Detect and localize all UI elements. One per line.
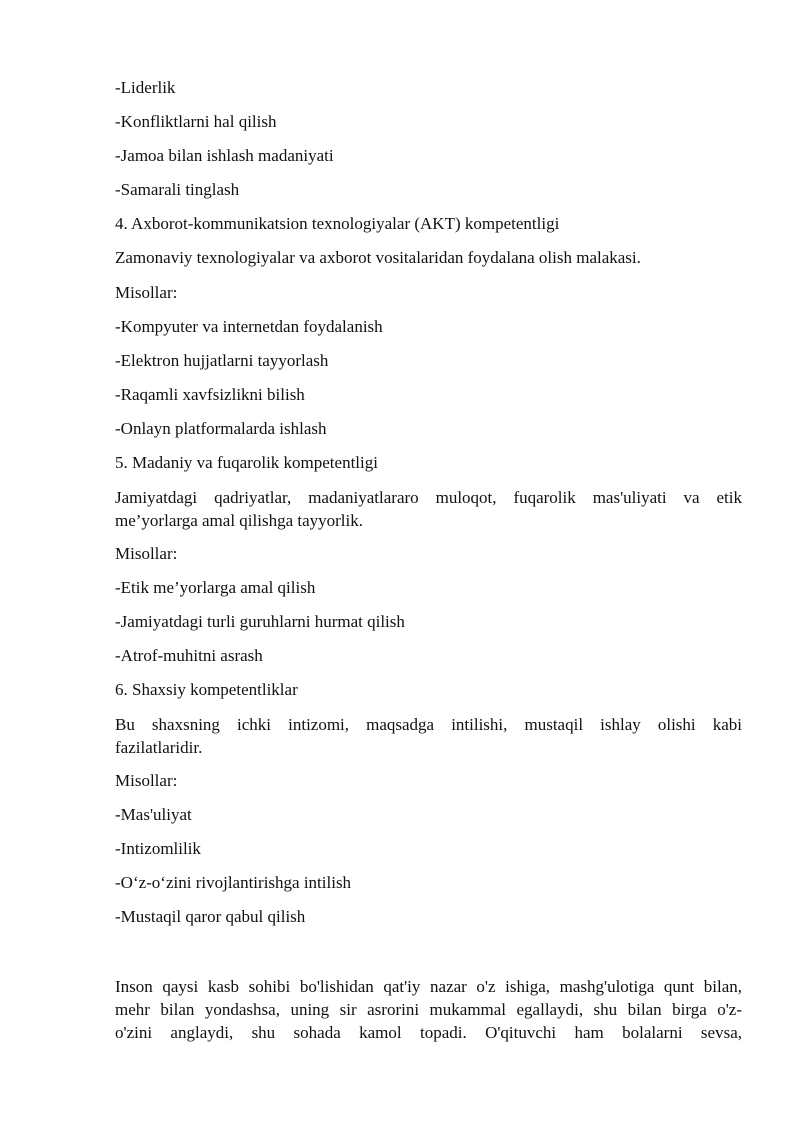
paragraph-line: fazilatlaridir. xyxy=(115,738,203,757)
paragraph-line: o'zini anglaydi, shu sohada kamol topadi. O'qituvchi ham bolalarni sevsa, xyxy=(115,1023,742,1042)
examples-label: Misollar: xyxy=(115,771,178,790)
paragraph-line: mehr bilan yondashsa, uning sir asrorini mukammal egallaydi, shu bilan birga o'z- xyxy=(115,1000,742,1019)
section-heading: 4. Axborot-kommunikatsion texnologiyalar (AKT) kompetentligi xyxy=(115,214,560,233)
section-description xyxy=(115,713,742,759)
paragraph-line: Bu shaxsning ichki intizomi, maqsadga intilishi, mustaqil ishlay olishi kabi xyxy=(115,715,742,734)
list-item: -Elektron hujjatlarni tayyorlash xyxy=(115,351,329,370)
examples-label: Misollar: xyxy=(115,544,178,563)
paragraph-line: Inson qaysi kasb sohibi bo'lishidan qat'iy nazar o'z ishiga, mashg'ulotiga qunt bilan, xyxy=(115,977,742,996)
list-item: -Raqamli xavfsizlikni bilish xyxy=(115,385,305,404)
list-item: -Konfliktlarni hal qilish xyxy=(115,112,277,131)
list-item: -Liderlik xyxy=(115,78,176,97)
examples-label: Misollar: xyxy=(115,283,178,302)
list-item: -Samarali tinglash xyxy=(115,180,240,199)
list-item: -Intizomlilik xyxy=(115,839,201,858)
section-heading: 6. Shaxsiy kompetentliklar xyxy=(115,680,298,699)
list-item: -Etik me’yorlarga amal qilish xyxy=(115,578,316,597)
body-paragraph xyxy=(115,975,742,1044)
section-description xyxy=(115,486,742,532)
paragraph-line: Jamiyatdagi qadriyatlar, madaniyatlararo muloqot, fuqarolik mas'uliyati va etik xyxy=(115,488,742,507)
list-item: -Jamoa bilan ishlash madaniyati xyxy=(115,146,334,165)
list-item: -Mustaqil qaror qabul qilish xyxy=(115,907,306,926)
list-item: -Jamiyatdagi turli guruhlarni hurmat qilish xyxy=(115,612,405,631)
section-description: Zamonaviy texnologiyalar va axborot vositalaridan foydalana olish malakasi. xyxy=(115,248,641,267)
list-item: -O‘z-o‘zini rivojlantirishga intilish xyxy=(115,873,352,892)
list-item: -Mas'uliyat xyxy=(115,805,192,824)
list-item: -Kompyuter va internetdan foydalanish xyxy=(115,317,383,336)
section-heading: 5. Madaniy va fuqarolik kompetentligi xyxy=(115,453,378,472)
list-item: -Atrof-muhitni asrash xyxy=(115,646,263,665)
list-item: -Onlayn platformalarda ishlash xyxy=(115,419,327,438)
paragraph-line: me’yorlarga amal qilishga tayyorlik. xyxy=(115,511,364,530)
